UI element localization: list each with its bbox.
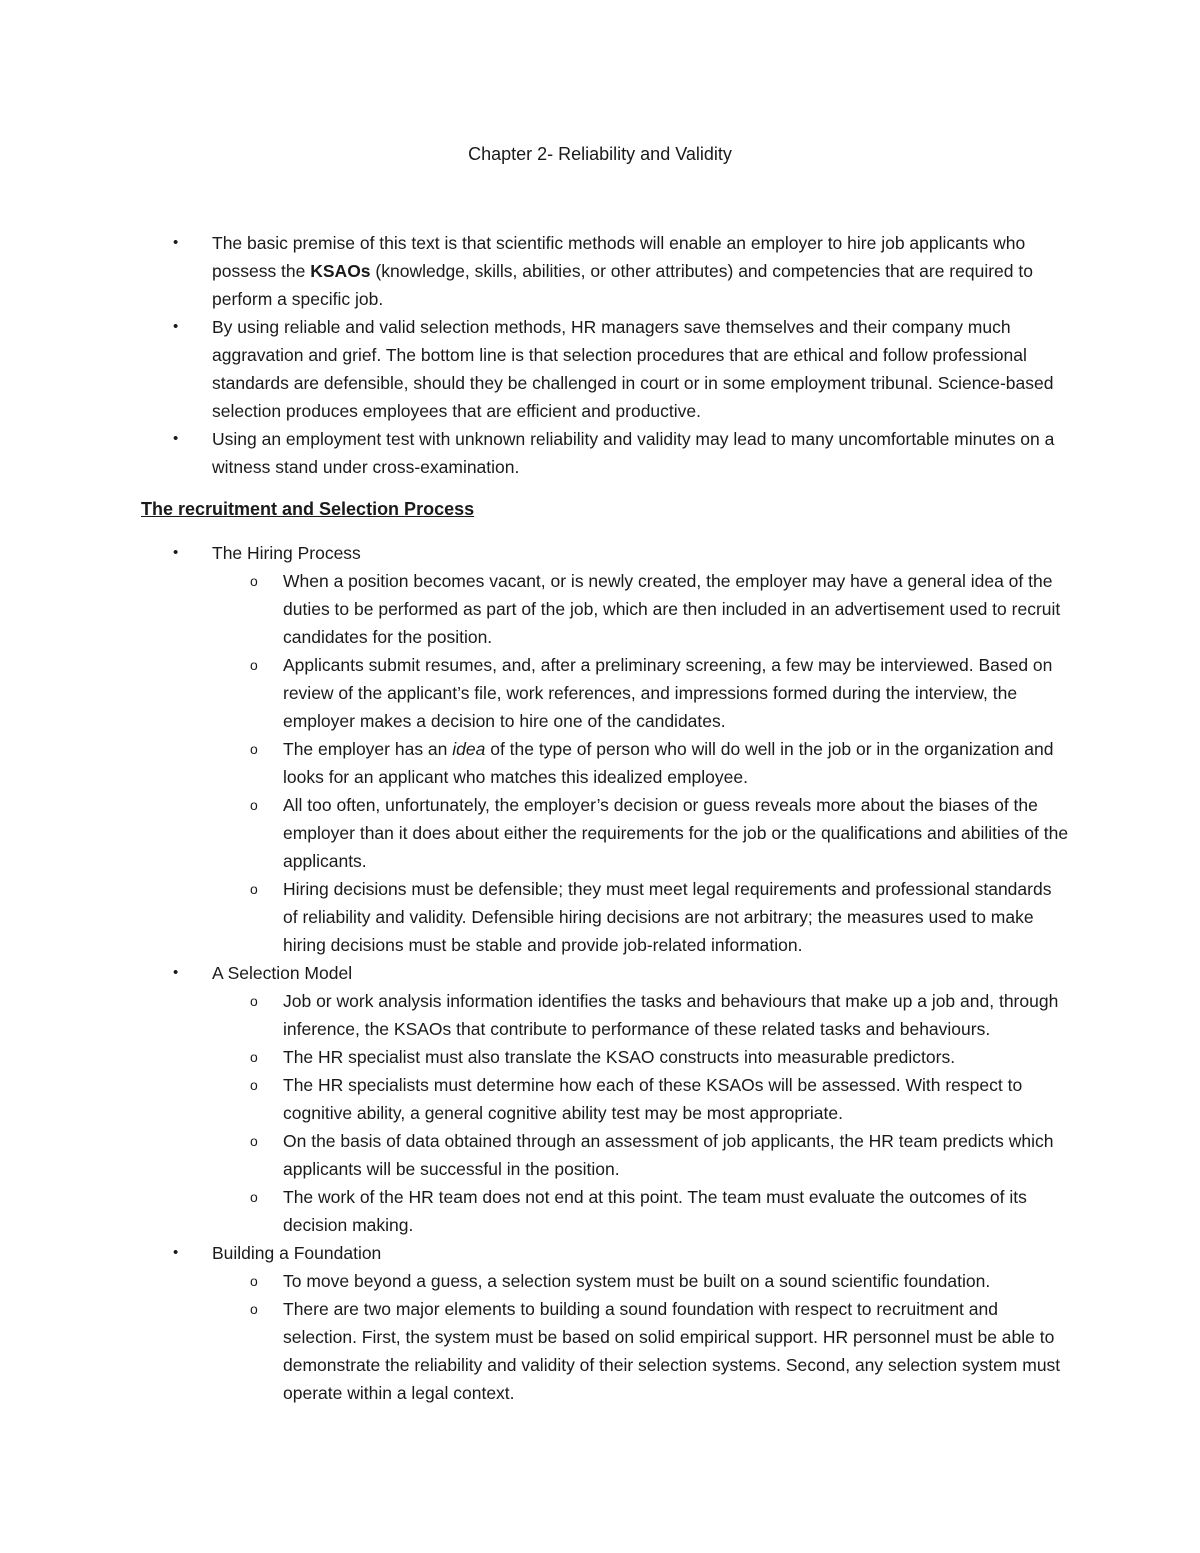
list-item-bold-text: KSAOs xyxy=(310,261,371,281)
sub-list-item-text: On the basis of data obtained through an assessment of job applicants, the HR team predicts which applicants will be successful in the position. xyxy=(283,1131,1054,1179)
sub-bullet-icon: o xyxy=(250,881,258,897)
intro-list-container xyxy=(0,229,1200,481)
sub-list xyxy=(212,987,1200,1239)
sub-list-item xyxy=(0,1043,1200,1071)
sub-list-item xyxy=(0,875,1200,959)
bullet-icon: • xyxy=(173,1244,179,1261)
sub-list-item-text: of the type of person who will do well in the job or in the organization and looks for an applicant who matches this idealized employee. xyxy=(283,739,1054,787)
sub-bullet-icon: o xyxy=(250,741,258,757)
sub-bullet-icon: o xyxy=(250,1273,258,1289)
bullet-icon: • xyxy=(173,964,179,981)
process-list xyxy=(0,539,1200,1407)
sub-list-item-text: When a position becomes vacant, or is newly created, the employer may have a general idea of the duties to be performed as part of the job, which are then included in an advertisement used to recruit candidates for the position. xyxy=(283,571,1061,647)
list-item xyxy=(0,959,1200,1239)
process-list-container xyxy=(0,539,1200,1407)
bullet-icon: • xyxy=(173,234,179,251)
list-item xyxy=(0,1239,1200,1407)
sub-list xyxy=(212,1267,1200,1407)
sub-list-item xyxy=(0,1183,1200,1239)
sub-list-item-italic-text: idea xyxy=(452,739,486,759)
list-item-label: Building a Foundation xyxy=(212,1243,382,1263)
page-title: Chapter 2- Reliability and Validity xyxy=(468,144,732,164)
sub-list-item-text: The HR specialist must also translate the KSAO constructs into measurable predictors. xyxy=(283,1047,956,1067)
sub-bullet-icon: o xyxy=(250,993,258,1009)
list-item xyxy=(0,313,1200,425)
sub-list-item xyxy=(0,1127,1200,1183)
sub-bullet-icon: o xyxy=(250,1049,258,1065)
sub-list-item xyxy=(0,1267,1200,1295)
sub-bullet-icon: o xyxy=(250,1077,258,1093)
intro-list xyxy=(0,229,1200,481)
sub-bullet-icon: o xyxy=(250,573,258,589)
bullet-icon: • xyxy=(173,430,179,447)
sub-list-item xyxy=(0,567,1200,651)
sub-list-item-text: The HR specialists must determine how each of these KSAOs will be assessed. With respect to cognitive ability, a general cognitive ability test may be most appropriate. xyxy=(283,1075,1023,1123)
sub-bullet-icon: o xyxy=(250,797,258,813)
list-item-label: The Hiring Process xyxy=(212,543,361,563)
sub-list xyxy=(212,567,1200,959)
list-item xyxy=(0,425,1200,481)
bullet-icon: • xyxy=(173,318,179,335)
sub-bullet-icon: o xyxy=(250,1189,258,1205)
list-item xyxy=(0,539,1200,959)
sub-list-item-text: Hiring decisions must be defensible; they must meet legal requirements and professional standards of reliability and validity. Defensible hiring decisions are not arbitrary; the measures used to make hiring decisions must be stable and provide job-related information. xyxy=(283,879,1052,955)
sub-bullet-icon: o xyxy=(250,1301,258,1317)
sub-list-item xyxy=(0,651,1200,735)
sub-list-item-text: The work of the HR team does not end at this point. The team must evaluate the outcomes of its decision making. xyxy=(283,1187,1027,1235)
sub-bullet-icon: o xyxy=(250,657,258,673)
sub-list-item-text: To move beyond a guess, a selection system must be built on a sound scientific foundation. xyxy=(283,1271,991,1291)
sub-list-item-text: All too often, unfortunately, the employer’s decision or guess reveals more about the biases of the employer than it does about either the requirements for the job or the qualifications and abilities of the applicants. xyxy=(283,795,1069,871)
bullet-icon: • xyxy=(173,544,179,561)
sub-list-item-text: Applicants submit resumes, and, after a preliminary screening, a few may be interviewed. Based on review of the applicant’s file, work references, and impressions formed during the interview, the employer makes a decision to hire one of the candidates. xyxy=(283,655,1053,731)
sub-list-item xyxy=(0,735,1200,791)
sub-list-item-text: Job or work analysis information identifies the tasks and behaviours that make up a job and, through inference, the KSAOs that contribute to performance of these related tasks and behaviours. xyxy=(283,991,1059,1039)
list-item-text: By using reliable and valid selection methods, HR managers save themselves and their company much aggravation and grief. The bottom line is that selection procedures that are ethical and follow professional standards are defensible, should they be challenged in court or in some employment tribunal. Science-based selection produces employees that are efficient and productive. xyxy=(212,317,1054,421)
sub-list-item xyxy=(0,1071,1200,1127)
sub-list-item xyxy=(0,987,1200,1043)
sub-list-item-text: There are two major elements to building a sound foundation with respect to recruitment and selection. First, the system must be based on solid empirical support. HR personnel must be able to demonstrate the reliability and validity of their selection systems. Second, any selection system must operate within a legal context. xyxy=(283,1299,1061,1403)
list-item-text: (knowledge, skills, abilities, or other attributes) and competencies that are required to perform a specific job. xyxy=(212,261,1033,309)
sub-bullet-icon: o xyxy=(250,1133,258,1149)
list-item-text: Using an employment test with unknown reliability and validity may lead to many uncomfortable minutes on a witness stand under cross-examination. xyxy=(212,429,1055,477)
list-item xyxy=(0,229,1200,313)
list-item-text: The basic premise of this text is that scientific methods will enable an employer to hire job applicants who possess the xyxy=(212,233,1026,281)
sub-list-item xyxy=(0,791,1200,875)
sub-list-item xyxy=(0,1295,1200,1407)
sub-list-item-text: The employer has an xyxy=(283,739,453,759)
list-item-label: A Selection Model xyxy=(212,963,353,983)
section-heading: The recruitment and Selection Process xyxy=(141,499,475,519)
